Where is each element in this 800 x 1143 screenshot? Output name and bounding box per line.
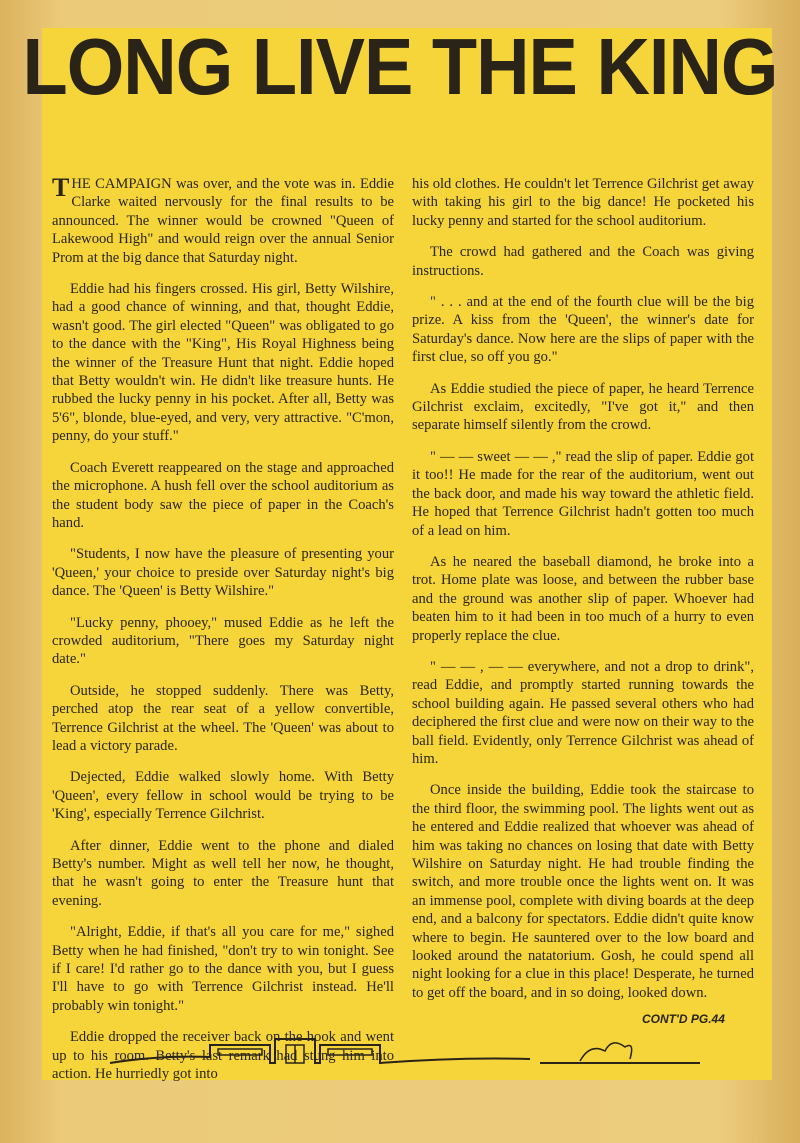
paragraph: " . . . and at the end of the fourth clue will be the big prize. A kiss from the 'Queen', the winner's date for Saturday's dance. Now here are the slips of paper with the first clue, so off you go." <box>412 294 754 366</box>
paragraph: THE CAMPAIGN was over, and the vote was in. Eddie Clarke waited nervously for the final results to be announced. The winner would be crowned "Queen of Lakewood High" and would reign over the annual Senior Prom at the big dance that Saturday night. <box>52 173 394 266</box>
paragraph: Eddie had his fingers crossed. His girl, Betty Wilshire, had a good chance of winning, and that, thought Eddie, wasn't good. The girl elected "Queen" was obligated to go to the dance with the "King", His Royal Highness being the winner of the Treasure Hunt that night. Eddie hoped that Betty wouldn't win. He didn't like treasure hunts. He rubbed the lucky penny in his pocket. After all, Betty was 5'6", blonde, blue-eyed, and very, very attractive. "C'mon, penny, do your stuff." <box>52 281 394 445</box>
paragraph: his old clothes. He couldn't let Terrence Gilchrist get away with taking his girl to the big dance! He pocketed his lucky penny and started for the school auditorium. <box>412 176 754 229</box>
continued-note: CONT'D PG.44 <box>642 1012 725 1026</box>
right-column <box>412 175 754 1015</box>
paragraph: "Students, I now have the pleasure of presenting your 'Queen,' your choice to preside over Saturday night's big dance. The 'Queen' is Betty Wilshire." <box>52 546 394 600</box>
paragraph: " — — , — — everywhere, and not a drop to drink", read Eddie, and promptly started running towards the school building again. He passed several others who had deciphered the first clue and were now on their way to the ball field. Evidently, only Terrence Gilchrist was ahead of him. <box>412 658 754 767</box>
paragraph: Once inside the building, Eddie took the staircase to the third floor, the swimming pool. The lights went out as he entered and Eddie realized that whoever was ahead of him was taking no chances on losing that date with Betty Wilshire on Saturday night. He had trouble finding the switch, and more trouble once the lights went on. It was an immense pool, complete with diving boards at the deep end, and a balcony for spectators. Eddie didn't quite know where to begin. He sauntered over to the low board and looked around the natatorium. Gosh, he could spend all night looking for a clue in this place! Desperate, he turned to get off the board, and in so doing, looked down. <box>412 782 754 1001</box>
story-title: LONG LIVE THE KING <box>22 21 778 112</box>
paragraph: Outside, he stopped suddenly. There was Betty, perched atop the rear seat of a yellow convertible, Terrence Gilchrist at the wheel. The 'Queen' was about to lead a victory parade. <box>52 682 394 754</box>
paragraph: The crowd had gathered and the Coach was giving instructions. <box>412 244 754 279</box>
paragraph: As he neared the baseball diamond, he broke into a trot. Home plate was loose, and between the rubber base and the ground was another slip of paper. Whoever had beaten him to it had been in too much of a hurry to even properly replace the clue. <box>412 553 754 644</box>
paragraph: After dinner, Eddie went to the phone and dialed Betty's number. Might as well tell her now, he thought, that he wasn't going to enter the Treasure hunt that evening. <box>52 837 394 909</box>
footer-illustration <box>100 1015 700 1070</box>
left-column <box>52 175 394 1096</box>
paragraph: " — — sweet — — ," read the slip of paper. Eddie got it too!! He made for the rear of the auditorium, went out the back door, and made his way toward the athletic field. He hoped that Terrence Gilchrist hadn't gotten too much of a lead on him. <box>412 448 754 539</box>
paragraph: Coach Everett reappeared on the stage and approached the microphone. A hush fell over the school auditorium as the student body saw the piece of paper in the Coach's hand. <box>52 459 394 531</box>
dropcap: T <box>52 173 70 202</box>
paragraph: As Eddie studied the piece of paper, he heard Terrence Gilchrist exclaim, excitedly, "I've got it," and then separate himself silently from the crowd. <box>412 380 754 434</box>
paragraph: "Alright, Eddie, if that's all you care for me," sighed Betty when he had finished, "don't try to win tonight. See if I care! I'd rather go to the dance with you, but I guess I'll have to go with Terrence Gilchrist instead. He'll probably win tonight." <box>52 924 394 1014</box>
paragraph: Dejected, Eddie walked slowly home. With Betty 'Queen', every fellow in school would be trying to be 'King', especially Terrence Gilchrist. <box>52 769 394 823</box>
paragraph: "Lucky penny, phooey," mused Eddie as he left the crowded auditorium, "There goes my Saturday night date." <box>52 614 394 668</box>
paragraph: Eddie dropped the receiver back on the hook and went up to his room. Betty's last remark had stung him into action. He hurriedly got into <box>52 1029 394 1083</box>
